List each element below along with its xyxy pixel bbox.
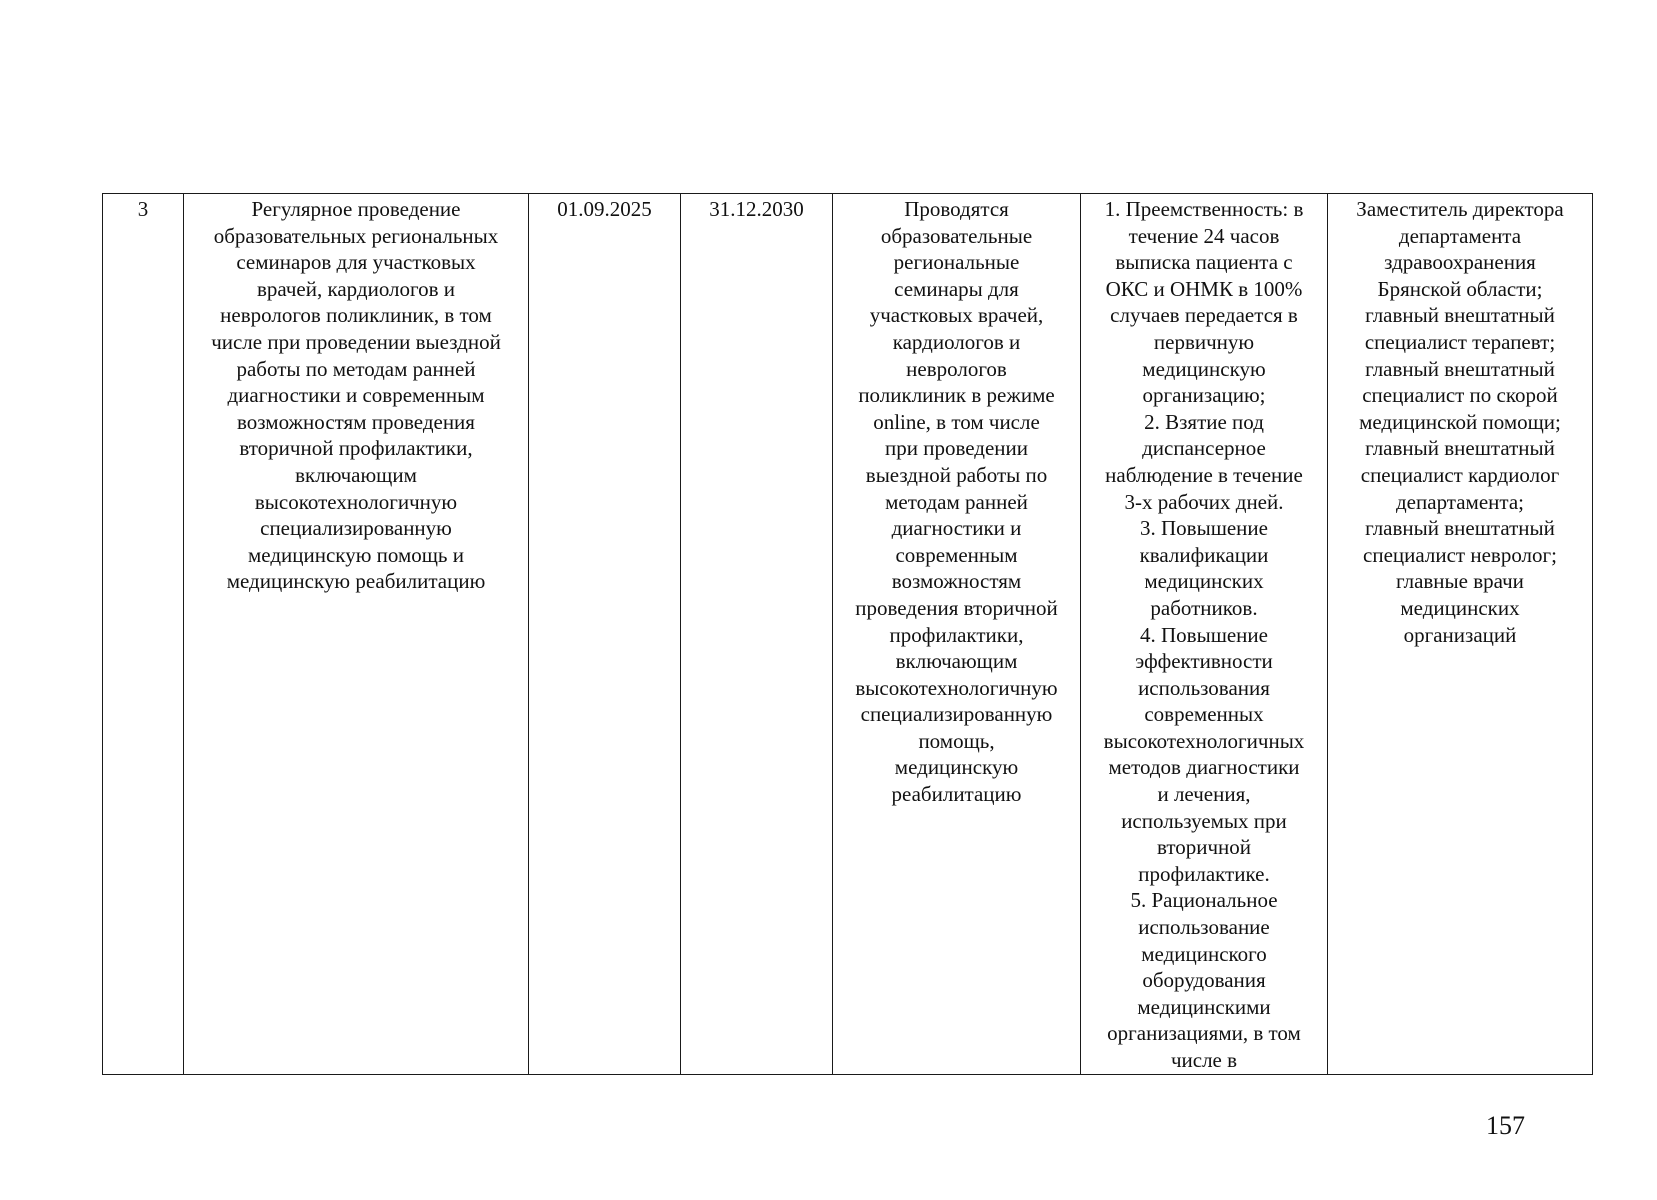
event-name-cell: Регулярное проведение образовательных региональных семинаров для участковых врачей, кардиологов и неврологов поликлиник, в том числе при проведении выездной работы по методам ранней диагностики и современным возможностям проведения вторичной профилактики, включающим высокотехнологичную специализированную медицинскую помощь и медицинскую реабилитацию — [184, 194, 529, 1075]
measures-table — [102, 193, 1593, 1075]
start-date-cell: 01.09.2025 — [529, 194, 681, 1075]
responsible-cell: Заместитель директора департамента здравоохранения Брянской области; главный внештатный специалист терапевт; главный внештатный специалист по скорой медицинской помощи; главный внештатный специалист кардиолог департамента; главный внештатный специалист невролог; главные врачи медицинских организаций — [1328, 194, 1593, 1075]
results-cell: 1. Преемственность: в течение 24 часов выписка пациента с ОКС и ОНМК в 100% случаев передается в первичную медицинскую организацию; 2. Взятие под диспансерное наблюдение в течение 3-х рабочих дней. 3. Повышение квалификации медицинских работников. 4. Повышение эффективности использования современных высокотехнологичных методов диагностики и лечения, используемых при вторичной профилактике. 5. Рациональное использование медицинского оборудования медицинскими организациями, в том числе в — [1081, 194, 1328, 1075]
page-number: 157 — [1486, 1111, 1525, 1140]
row-number-cell: 3 — [103, 194, 184, 1075]
description-cell: Проводятся образовательные региональные семинары для участковых врачей, кардиологов и неврологов поликлиник в режиме online, в том числе при проведении выездной работы по методам ранней диагностики и современным возможностям проведения вторичной профилактики, включающим высокотехнологичную специализированную помощь, медицинскую реабилитацию — [833, 194, 1081, 1075]
table-row — [103, 194, 1593, 1075]
end-date-cell: 31.12.2030 — [681, 194, 833, 1075]
